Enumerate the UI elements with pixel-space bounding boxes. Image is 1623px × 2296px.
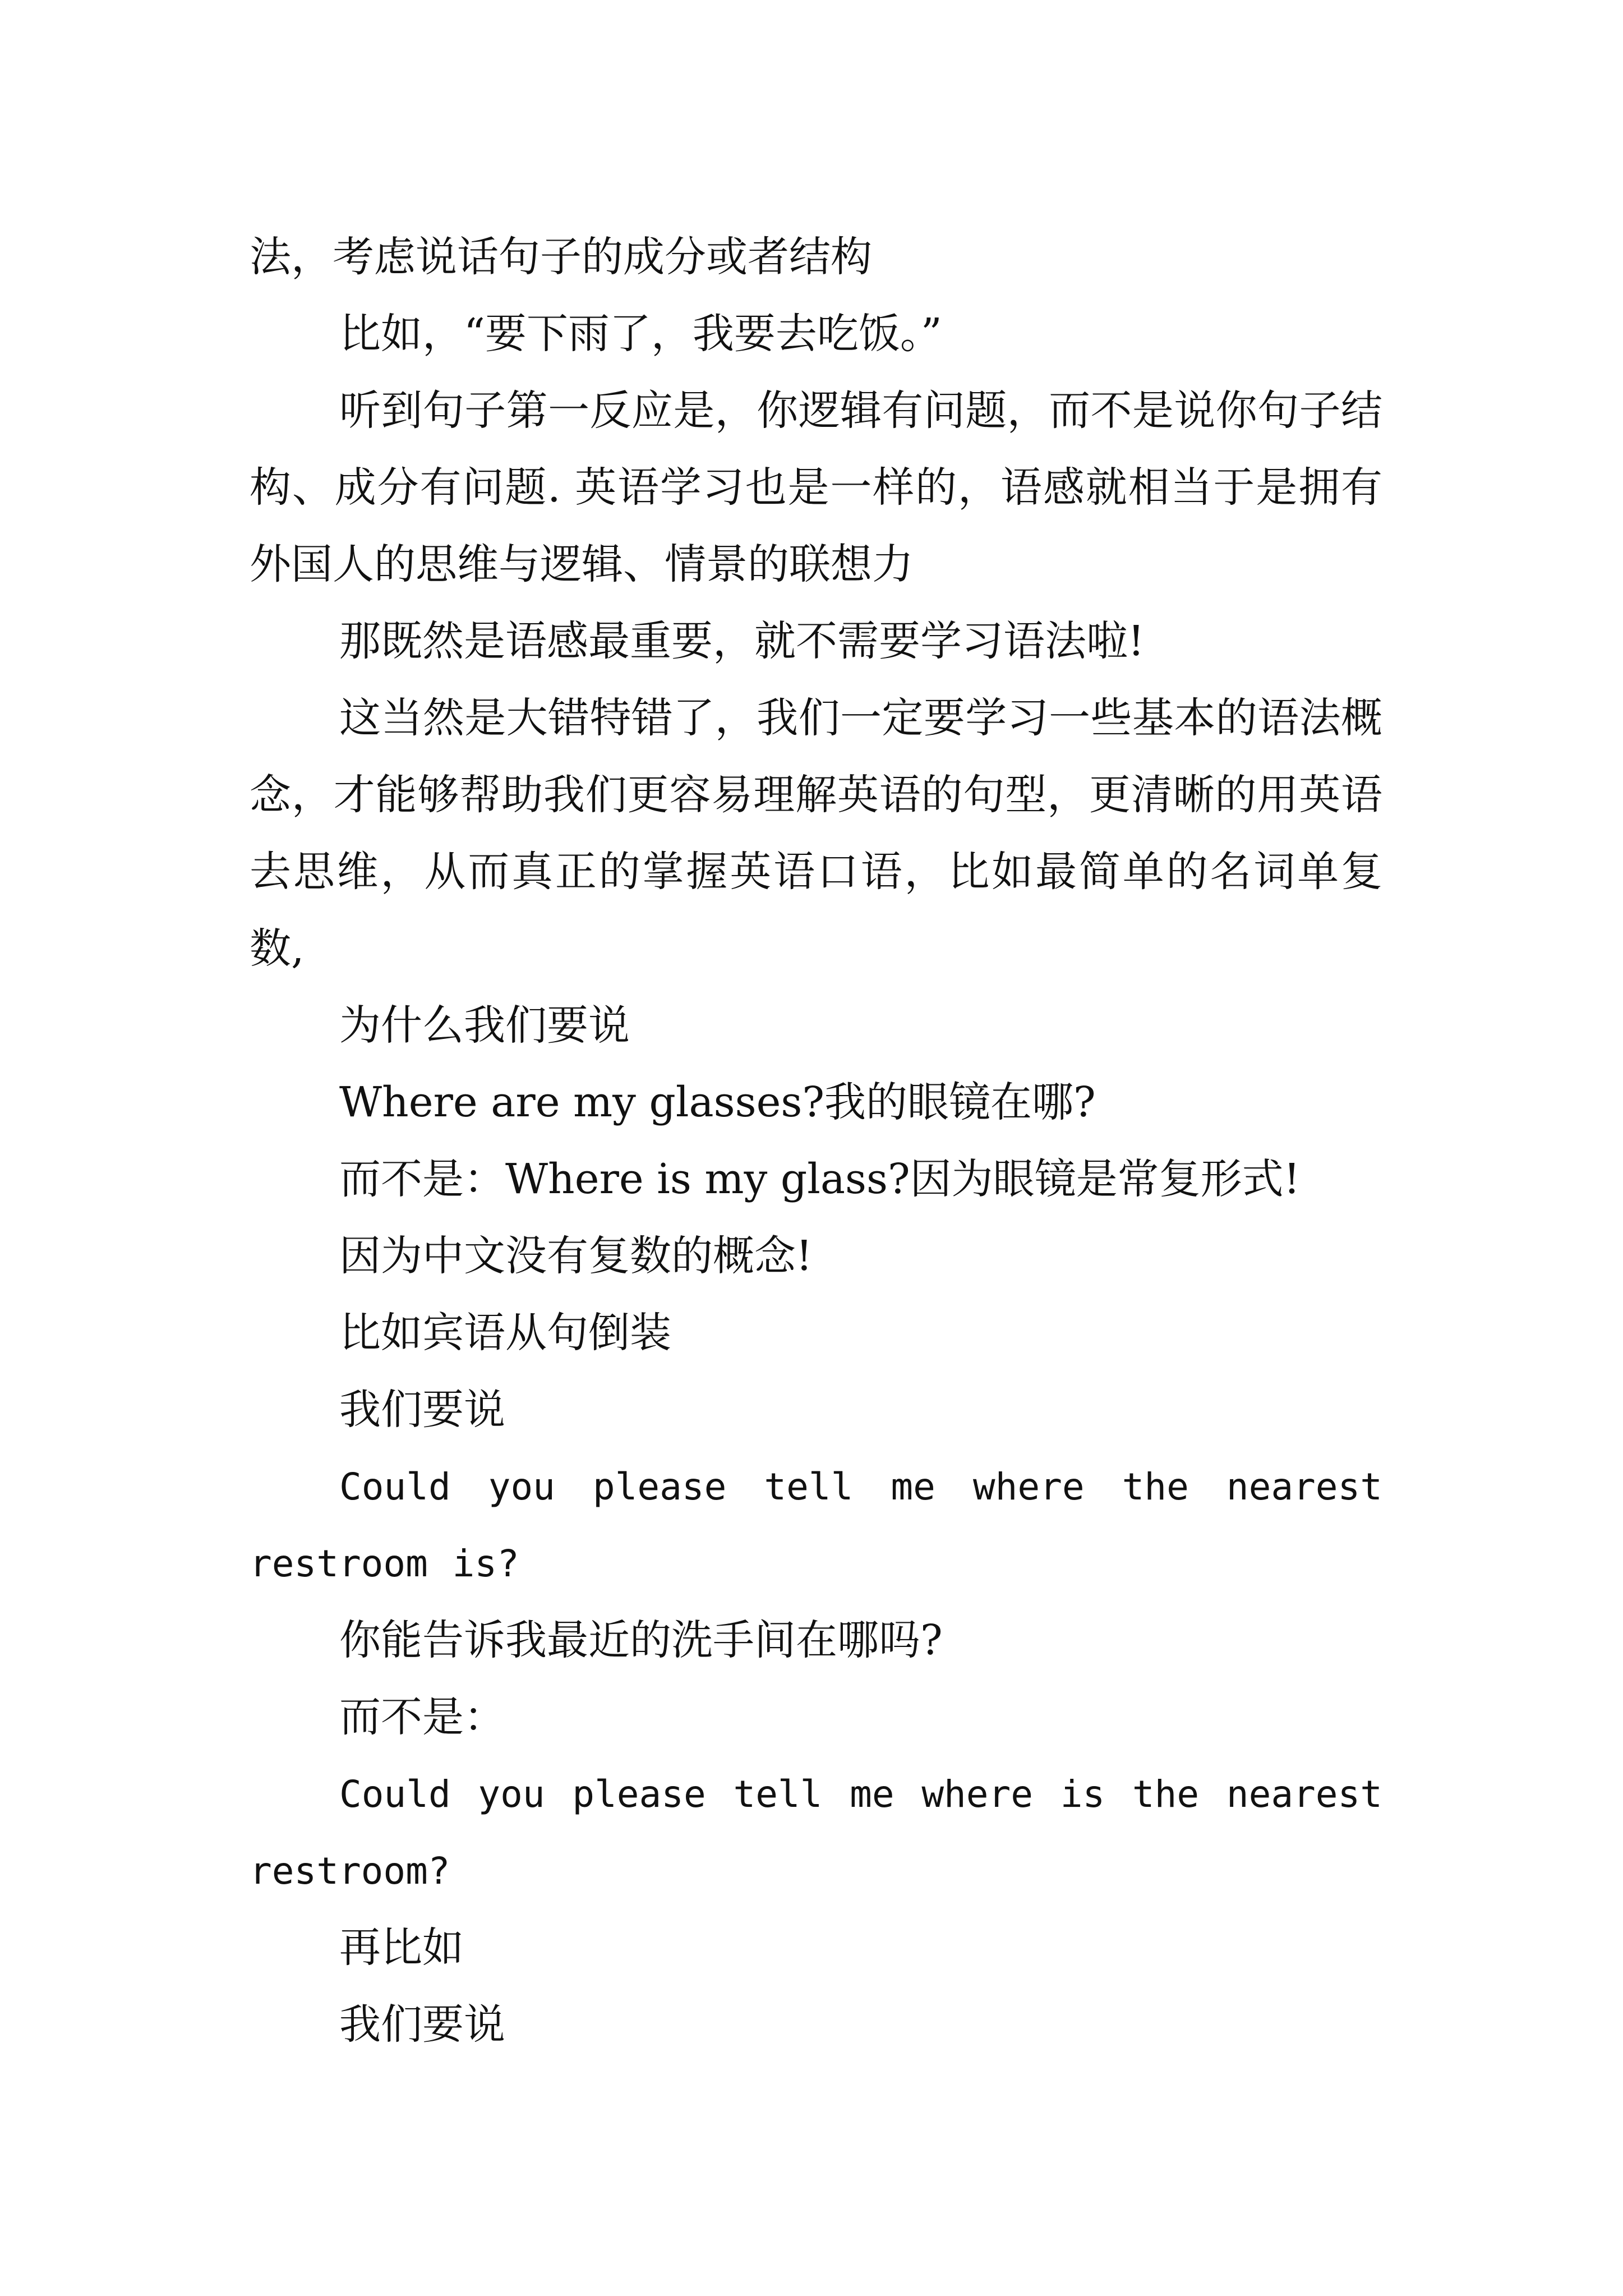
paragraph-logic-explanation: 听到句子第一反应是，你逻辑有问题，而不是说你句子结构、成分有问题. 英语学习也是一样的，语感就相当于是拥有外国人的思维与逻辑、情景的联想力 [250,386,1382,588]
paragraph-example-restroom-correct: Could you please tell me where the nearest restroom is? [250,1465,1382,1585]
paragraph-continuation: 法，考虑说话句子的成分或者结构 [250,233,872,281]
paragraph-example-glasses: Where are my glasses?我的眼镜在哪? [339,1078,1096,1126]
paragraph-why-say: 为什么我们要说 [339,1001,630,1050]
paragraph-not-instead: 而不是： [339,1693,505,1741]
paragraph-not-glass: 而不是：Where is my glass?因为眼镜是常复形式! [339,1155,1301,1203]
paragraph-grammar-answer: 这当然是大错特错了，我们一定要学习一些基本的语法概念，才能够帮助我们更容易理解英语的句型，更清晰的用英语去思维，从而真正的掌握英语口语，比如最简单的名词单复数, [250,694,1382,973]
paragraph-example-intro: 比如，“要下雨了，我要去吃饭。” [339,310,942,358]
paragraph-we-say-2: 我们要说 [339,2000,505,2049]
paragraph-example-restroom-wrong: Could you please tell me where is the nearest restroom? [250,1773,1382,1893]
document-body [250,219,1382,2063]
paragraph-we-say-1: 我们要说 [339,1386,505,1434]
paragraph-restroom-translation: 你能告诉我最近的洗手间在哪吗? [339,1616,943,1664]
paragraph-grammar-question: 那既然是语感最重要，就不需要学习语法啦! [339,617,1145,665]
paragraph-inversion-intro: 比如宾语从句倒装 [339,1309,671,1357]
paragraph-another-example: 再比如 [339,1924,464,1972]
paragraph-plural-concept: 因为中文没有复数的概念! [339,1232,813,1280]
